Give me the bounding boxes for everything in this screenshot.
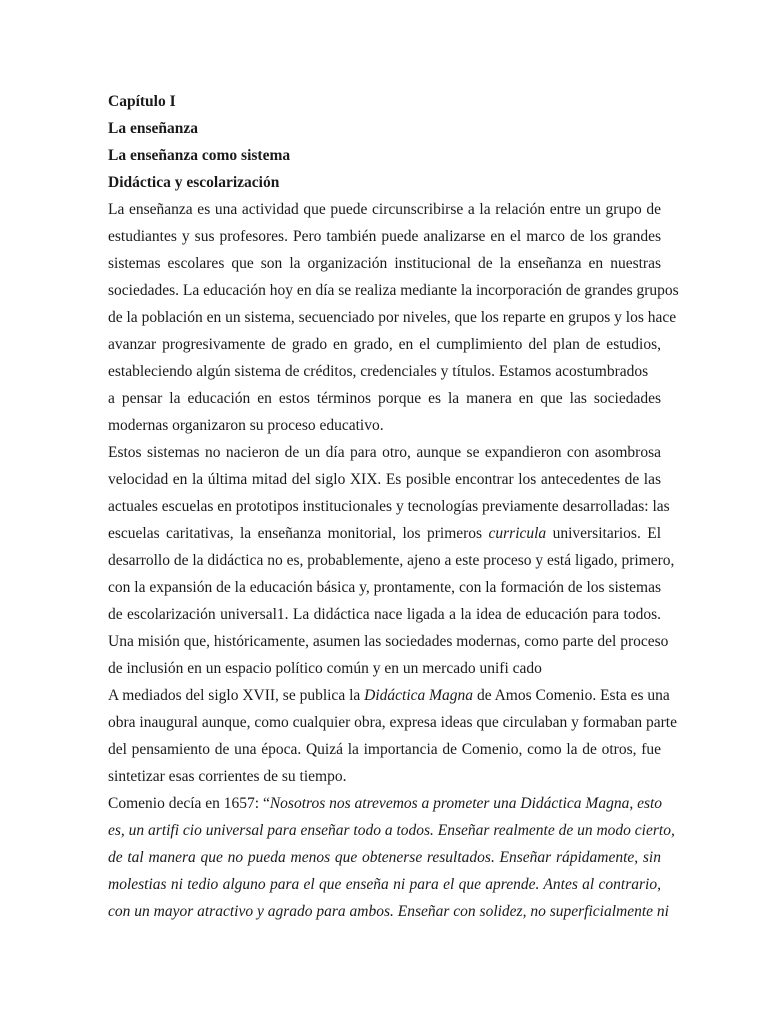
- paragraph-line: estableciendo algún sistema de créditos, credenciales y títulos. Estamos acostumbrados: [108, 363, 649, 380]
- document-page: [108, 88, 679, 925]
- paragraph-line: avanzar progresivamente de grado en grado, en el cumplimiento del plan de estudios,: [108, 336, 661, 353]
- paragraph-line: actuales escuelas en prototipos institucionales y tecnologías previamente desarrolladas: las: [108, 498, 670, 515]
- quote-line: de tal manera que no pueda menos que obtenerse resultados. Enseñar rápidamente, sin: [108, 849, 661, 866]
- paragraph-line: de inclusión en un espacio político común y en un mercado unifi cado: [108, 660, 542, 677]
- subsection-title: La enseñanza como sistema: [108, 147, 291, 164]
- section-title: La enseñanza: [108, 120, 198, 137]
- text-run: escuelas caritativas, la enseñanza monitorial, los primeros: [108, 525, 489, 542]
- subsubsection-title: Didáctica y escolarización: [108, 174, 280, 191]
- text-run: universitarios. El: [546, 525, 662, 542]
- paragraph-line: La enseñanza es una actividad que puede circunscribirse a la relación entre un grupo de: [108, 201, 661, 218]
- paragraph-line: obra inaugural aunque, como cualquier obra, expresa ideas que circulaban y formaban parte: [108, 714, 677, 731]
- paragraph-line: sociedades. La educación hoy en día se realiza mediante la incorporación de grandes grupos: [108, 282, 679, 299]
- paragraph-line: del pensamiento de una época. Quizá la importancia de Comenio, como la de otros, fue: [108, 741, 661, 758]
- paragraph-line: [108, 682, 670, 709]
- italic-title: Didáctica Magna: [364, 687, 474, 704]
- italic-quote: Nosotros nos atrevemos a prometer una Didáctica Magna, esto: [269, 795, 663, 812]
- paragraph-line: velocidad en la última mitad del siglo XIX. Es posible encontrar los antecedentes de las: [108, 471, 661, 488]
- paragraph-line: modernas organizaron su proceso educativo.: [108, 417, 384, 434]
- paragraph-4: [108, 790, 675, 925]
- paragraph-line: a pensar la educación en estos términos porque es la manera en que las sociedades: [108, 390, 661, 407]
- text-run: Comenio decía en 1657: “: [108, 795, 270, 812]
- quote-line: con un mayor atractivo y agrado para ambos. Enseñar con solidez, no superficialmente ni: [108, 903, 669, 920]
- paragraph-line: [108, 520, 661, 547]
- paragraph-1: [108, 196, 679, 439]
- italic-term: curricula: [488, 525, 547, 542]
- paragraph-line: de escolarización universal1. La didáctica nace ligada a la idea de educación para todos.: [108, 606, 661, 623]
- paragraph-2: [108, 439, 675, 682]
- paragraph-line: sistemas escolares que son la organización institucional de la enseñanza en nuestras: [108, 255, 661, 272]
- paragraph-line: sintetizar esas corrientes de su tiempo.: [108, 768, 347, 785]
- paragraph-3: [108, 682, 677, 790]
- paragraph-line: Una misión que, históricamente, asumen las sociedades modernas, como parte del proceso: [108, 633, 669, 650]
- paragraph-line: con la expansión de la educación básica y, prontamente, con la formación de los sistemas: [108, 579, 661, 596]
- paragraph-line: desarrollo de la didáctica no es, probablemente, ajeno a este proceso y está ligado, primero,: [108, 552, 675, 569]
- paragraph-line: estudiantes y sus profesores. Pero también puede analizarse en el marco de los grandes: [108, 228, 661, 245]
- paragraph-line: Estos sistemas no nacieron de un día para otro, aunque se expandieron con asombrosa: [108, 444, 661, 461]
- quote-line: es, un artifi cio universal para enseñar todo a todos. Enseñar realmente de un modo cierto,: [108, 822, 675, 839]
- text-run: de Amos Comenio. Esta es una: [473, 687, 670, 704]
- paragraph-line: de la población en un sistema, secuenciado por niveles, que los reparte en grupos y los hace: [108, 309, 677, 326]
- paragraph-line: [108, 790, 661, 817]
- quote-line: molestias ni tedio alguno para el que enseña ni para el que aprende. Antes al contrario,: [108, 876, 661, 893]
- chapter-title: Capítulo I: [108, 93, 176, 110]
- text-run: A mediados del siglo XVII, se publica la: [108, 687, 365, 704]
